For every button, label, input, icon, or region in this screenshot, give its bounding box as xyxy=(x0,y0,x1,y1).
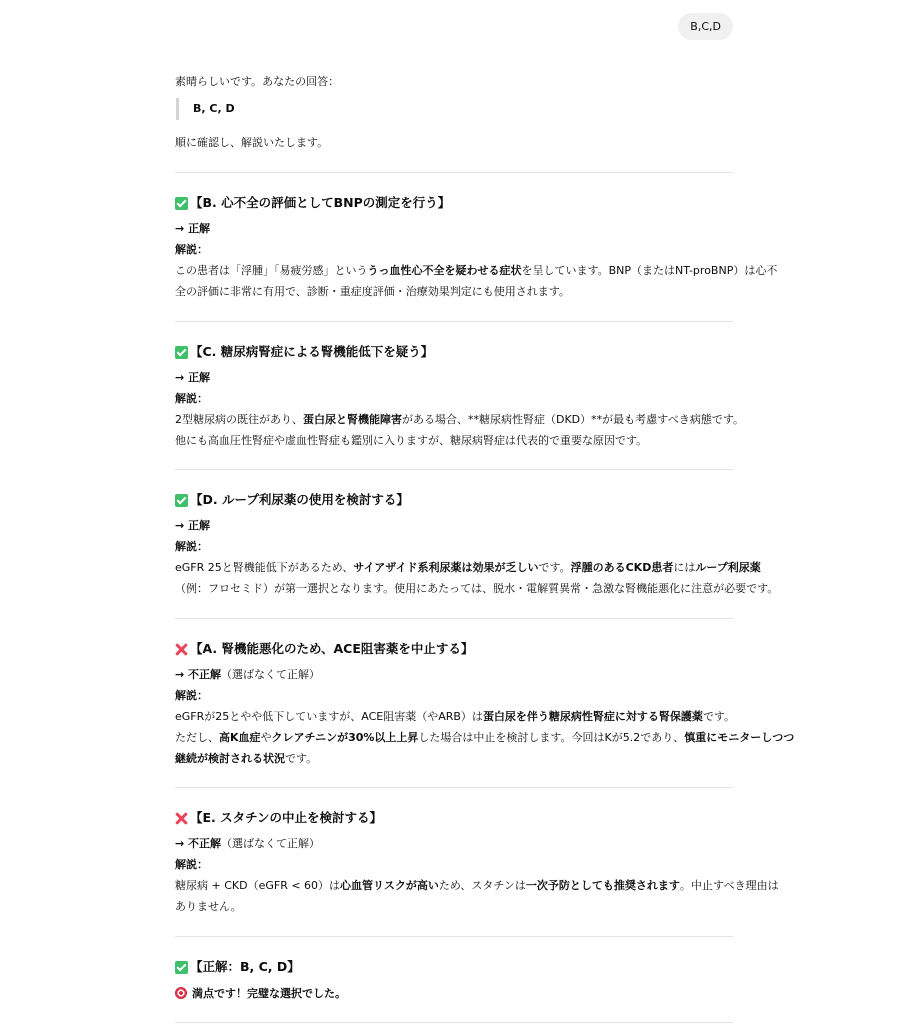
bold-run: ループ利尿薬 xyxy=(695,561,761,574)
section-heading-text: 【C. 糖尿病腎症による腎機能低下を疑う】 xyxy=(190,344,434,359)
bold-run: 蛋白尿を伴う糖尿病性腎症に対する腎保護薬 xyxy=(482,710,703,723)
text-run: eGFRが25とやや低下していますが、ACE阻害薬（やARB）は xyxy=(175,710,483,723)
bold-run: 蛋白尿と腎機能障害 xyxy=(303,413,402,426)
divider xyxy=(175,469,733,470)
final-heading-text: 【正解：B, C, D】 xyxy=(190,959,300,974)
verdict-note: （選ばなくて正解） xyxy=(221,837,321,850)
text-run: です。 xyxy=(538,561,571,574)
verdict-text xyxy=(175,219,210,239)
section-heading-a xyxy=(175,639,473,659)
verdict-text xyxy=(175,665,320,685)
check-mark-icon xyxy=(175,961,188,974)
bold-run: 慎重にモニターしつつ xyxy=(684,731,795,744)
divider xyxy=(175,321,733,322)
check-mark-icon xyxy=(175,494,188,507)
explanation-line xyxy=(175,410,744,430)
intro-text: 素晴らしいです。あなたの回答： xyxy=(175,75,340,88)
text-run: eGFR 25と腎機能低下があるため、 xyxy=(175,561,354,574)
explanation-line xyxy=(175,897,242,917)
text-run: です。 xyxy=(702,710,736,723)
text-run: 糖尿病 + CKD（eGFR < 60）は xyxy=(175,879,341,892)
verdict-note: （選ばなくて正解） xyxy=(221,668,321,681)
intro-followup-text: 順に確認し、解説いたします。 xyxy=(175,136,329,149)
explanation-line xyxy=(175,876,779,896)
check-mark-icon xyxy=(175,197,188,210)
text-run: 2型糖尿病の既往があり、 xyxy=(175,413,303,426)
section-heading-text: 【D. ループ利尿薬の使用を検討する】 xyxy=(190,492,409,507)
text-run: この患者は「浮腫」「易疲労感」という xyxy=(175,264,368,277)
text-run: を呈しています。BNP（またはNT-proBNP）は心不 xyxy=(521,264,778,277)
verdict-label: → 正解 xyxy=(175,371,211,384)
text-run: がある場合、**糖尿病性腎症（DKD）**が最も考慮すべき病態です。 xyxy=(402,413,745,426)
text-run: した場合は中止を検討します。今回はKが5.2であり、 xyxy=(418,731,685,744)
explain-label: 解説： xyxy=(175,243,208,256)
final-message-text: 満点です！完璧な選択でした。 xyxy=(192,987,346,1000)
divider xyxy=(175,618,733,619)
explanation-label xyxy=(175,855,208,875)
bold-run: 心血管リスクが高い xyxy=(340,879,439,892)
verdict-text xyxy=(175,516,210,536)
bold-run: 浮腫のあるCKD患者 xyxy=(570,561,674,574)
cross-mark-icon xyxy=(175,643,188,656)
explanation-line xyxy=(175,431,647,451)
text-run: ため、スタチンは xyxy=(438,879,526,892)
target-icon xyxy=(175,987,187,999)
divider xyxy=(175,1022,733,1023)
final-message xyxy=(175,984,346,1004)
divider xyxy=(175,936,733,937)
check-mark-icon xyxy=(175,346,188,359)
explanation-line xyxy=(175,728,794,748)
verdict-text xyxy=(175,368,210,388)
user-message-bubble: B,C,D xyxy=(678,13,733,40)
explanation-line xyxy=(175,749,317,769)
section-heading-c xyxy=(175,342,433,362)
text-run: です。 xyxy=(285,752,318,765)
explanation-line xyxy=(175,282,570,302)
divider xyxy=(175,172,733,173)
final-answer-heading xyxy=(175,957,300,977)
bold-run: サイアザイド系利尿薬は効果が乏しい xyxy=(353,561,539,574)
explanation-line xyxy=(175,579,778,599)
section-heading-b xyxy=(175,193,450,213)
divider xyxy=(175,787,733,788)
verdict-label: → 正解 xyxy=(175,519,211,532)
section-heading-text: 【A. 腎機能悪化のため、ACE阻害薬を中止する】 xyxy=(190,641,474,656)
bold-run: 高K血症 xyxy=(219,731,261,744)
text-run: （例：フロセミド）が第一選択となります。使用にあたっては、脱水・電解質異常・急激な腎機能悪化に注意が必要です。 xyxy=(175,582,779,595)
explain-label: 解説： xyxy=(175,858,208,871)
bold-run: 継続が検討される状況 xyxy=(175,752,285,765)
text-run: や xyxy=(260,731,272,744)
text-run: 全の評価に非常に有用で、診断・重症度評価・治療効果判定にも使用されます。 xyxy=(175,285,570,298)
bold-run: 一次予防としても推奨されます xyxy=(525,879,680,892)
text-run: ただし、 xyxy=(175,731,219,744)
explanation-label xyxy=(175,537,208,557)
verdict-label: → 不正解 xyxy=(175,837,222,850)
explanation-line xyxy=(175,707,735,727)
text-run: ありません。 xyxy=(175,900,242,913)
text-run: 他にも高血圧性腎症や虚血性腎症も鑑別に入りますが、糖尿病腎症は代表的で重要な原因です。 xyxy=(175,434,648,447)
explanation-label xyxy=(175,389,208,409)
verdict-text xyxy=(175,834,320,854)
answer-blockquote: B, C, D xyxy=(176,98,235,120)
text-run: 。中止すべき理由は xyxy=(679,879,779,892)
explanation-line xyxy=(175,558,761,578)
explain-label: 解説： xyxy=(175,689,208,702)
explanation-label xyxy=(175,686,208,706)
verdict-label: → 不正解 xyxy=(175,668,222,681)
bold-run: うっ血性心不全を疑わせる症状 xyxy=(367,264,522,277)
verdict-label: → 正解 xyxy=(175,222,211,235)
explanation-label xyxy=(175,240,208,260)
bold-run: クレアチニンが30%以上上昇 xyxy=(271,731,419,744)
section-heading-d xyxy=(175,490,409,510)
explanation-line xyxy=(175,261,777,281)
section-heading-e xyxy=(175,808,382,828)
text-run: には xyxy=(673,561,696,574)
section-heading-text: 【E. スタチンの中止を検討する】 xyxy=(190,810,383,825)
explain-label: 解説： xyxy=(175,540,208,553)
section-heading-text: 【B. 心不全の評価としてBNPの測定を行う】 xyxy=(190,195,451,210)
cross-mark-icon xyxy=(175,812,188,825)
explain-label: 解説： xyxy=(175,392,208,405)
